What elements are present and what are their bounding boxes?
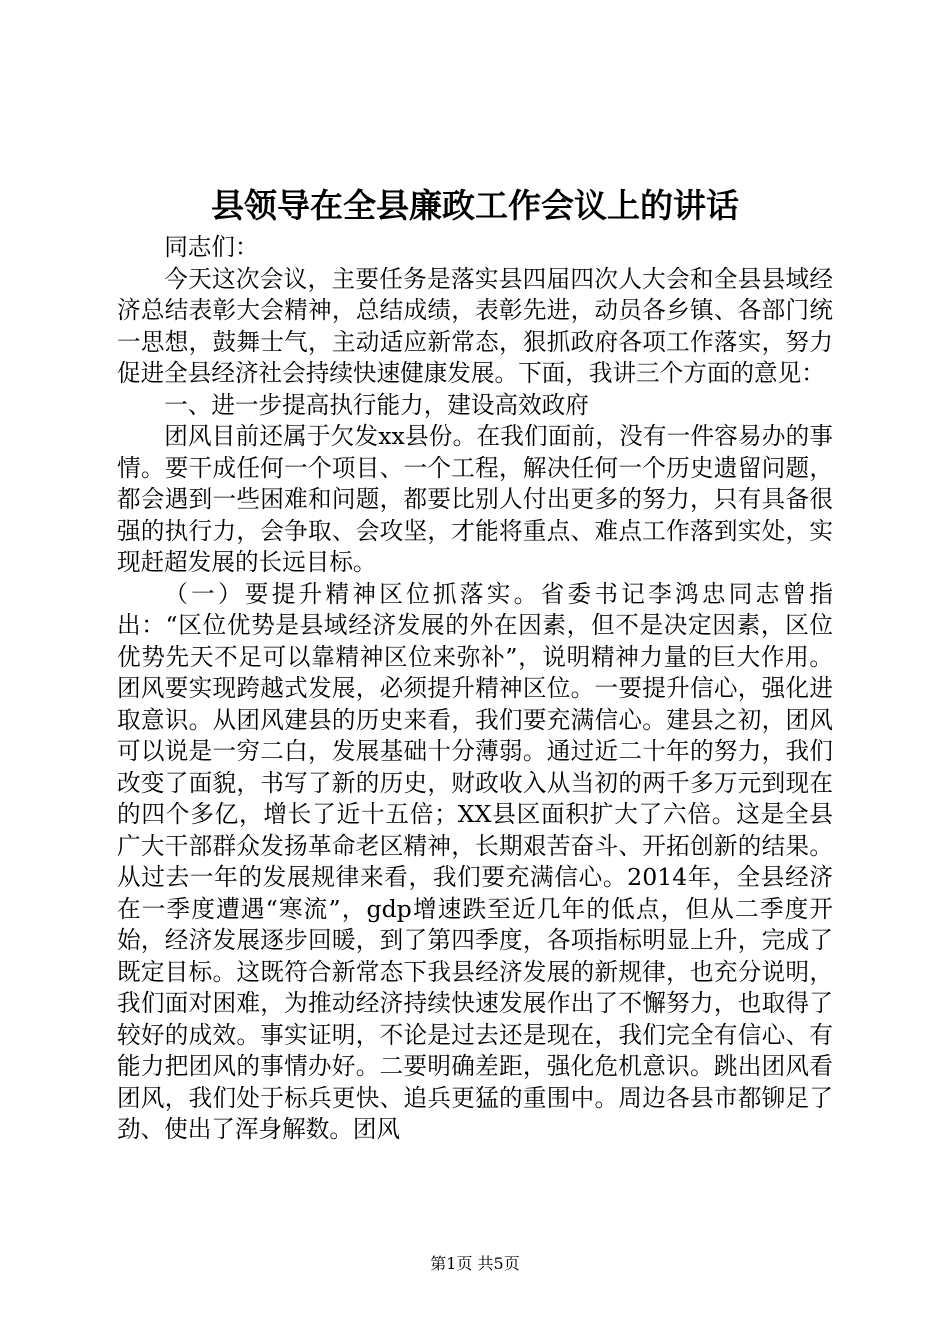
paragraph-section-one: 团风目前还属于欠发xx县份。在我们面前，没有一件容易办的事情。要干成任何一个项目、一个工程，解决任何一个历史遗留问题，都会遇到一些困难和问题，都要比别人付出更多的努力，只有具备很强的执行力，会争取、会攻坚，才能将重点、难点工作落到实处，实现赶超发展的长远目标。 <box>117 422 833 576</box>
document-body <box>117 232 833 1146</box>
paragraph-subsection-one: （一）要提升精神区位抓落实。省委书记李鸿忠同志曾指出：“区位优势是县域经济发展的外在因素，但不是决定因素，区位优势先天不足可以靠精神区位来弥补”，说明精神力量的巨大作用。团风要实现跨越式发展，必须提升精神区位。一要提升信心，强化进取意识。从团风建县的历史来看，我们要充满信心。建县之初，团风可以说是一穷二白，发展基础十分薄弱。通过近二十年的努力，我们改变了面貌，书写了新的历史，财政收入从当初的两千多万元到现在的四个多亿，增长了近十五倍；XX县区面积扩大了六倍。这是全县广大干部群众发扬革命老区精神，长期艰苦奋斗、开拓创新的结果。从过去一年的发展规律来看，我们要充满信心。2014年，全县经济在一季度遭遇“寒流”，gdp增速跌至近几年的低点，但从二季度开始，经济发展逐步回暖，到了第四季度，各项指标明显上升，完成了既定目标。这既符合新常态下我县经济发展的新规律，也充分说明，我们面对困难，为推动经济持续快速发展作出了不懈努力，也取得了较好的成效。事实证明，不论是过去还是现在，我们完全有信心、有能力把团风的事情办好。二要明确差距，强化危机意识。跳出团风看团风，我们处于标兵更快、追兵更猛的重围中。周边各县市都铆足了劲、使出了浑身解数。团风 <box>117 579 833 1143</box>
section-heading: 一、进一步提高执行能力，建设高效政府 <box>164 390 589 419</box>
page-footer: 第1页 共5页 <box>430 1254 520 1273</box>
salutation: 同志们： <box>164 233 259 261</box>
paragraph-intro: 今天这次会议，主要任务是落实县四届四次人大会和全县县域经济总结表彰大会精神，总结成绩，表彰先进，动员各乡镇、各部门统一思想，鼓舞士气，主动适应新常态，狠抓政府各项工作落实，努力促进全县经济社会持续快速健康发展。下面，我讲三个方面的意见： <box>117 264 833 387</box>
document-title: 县领导在全县廉政工作会议上的讲话 <box>211 186 739 225</box>
